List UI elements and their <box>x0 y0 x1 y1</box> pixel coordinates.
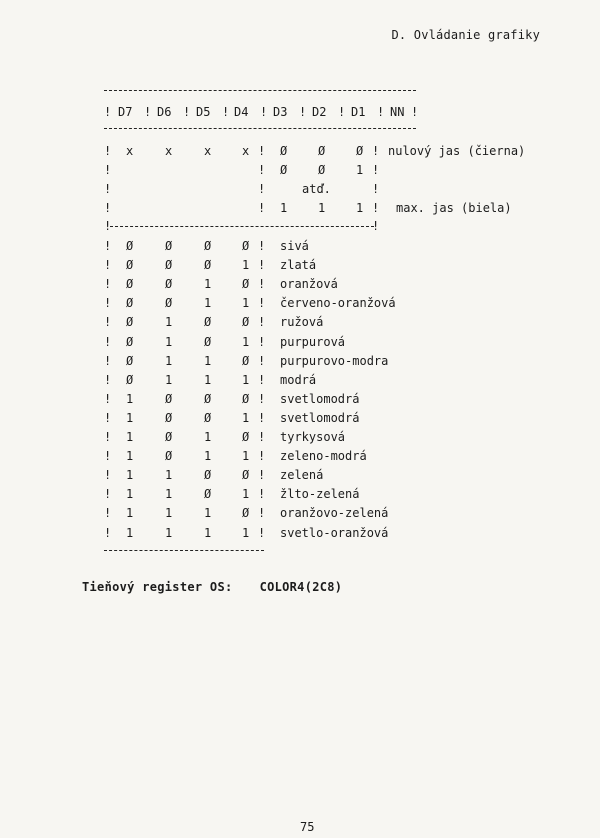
color-bit: Ø <box>126 353 134 368</box>
color-bit: 1 <box>126 449 134 464</box>
color-name: zelená <box>280 468 324 483</box>
row-separator-right: ! <box>258 239 266 253</box>
luminance-bit: Ø <box>280 144 288 158</box>
luminance-description: max. jas (biela) <box>396 201 512 215</box>
color-bit: 1 <box>126 506 134 521</box>
row-separator-left: ! <box>104 525 112 540</box>
color-name: svetlomodrá <box>280 391 360 406</box>
header-separator: ! <box>104 105 112 119</box>
row-separator-right: ! <box>258 277 266 292</box>
color-bit: Ø <box>204 315 212 330</box>
color-bit: 1 <box>126 468 134 483</box>
color-bit: Ø <box>242 506 250 521</box>
luminance-cell: x <box>165 144 173 158</box>
color-bit: 1 <box>242 372 250 387</box>
color-name: zlatá <box>280 258 317 273</box>
rule-right-bang: ! <box>372 219 380 233</box>
color-bit: Ø <box>242 315 250 330</box>
color-bit: 1 <box>126 487 134 502</box>
row-separator-left: ! <box>104 468 112 483</box>
luminance-bit: 1 <box>318 201 326 215</box>
luminance-end-separator: ! <box>372 163 380 177</box>
color-bit: Ø <box>165 430 173 444</box>
color-bit: 1 <box>126 391 134 406</box>
row-separator-left: ! <box>104 296 112 311</box>
row-separator-right: ! <box>258 506 266 521</box>
color-bit: 1 <box>126 410 134 425</box>
row-separator-right: ! <box>258 449 266 464</box>
row-separator-right: ! <box>258 487 266 502</box>
row-separator-right: ! <box>258 296 266 311</box>
color-bit: 1 <box>165 468 173 483</box>
color-bit: Ø <box>165 391 173 406</box>
color-bit: 1 <box>204 372 212 387</box>
color-bit: Ø <box>126 258 134 273</box>
color-name: oranžová <box>280 277 338 292</box>
luminance-bit: Ø <box>280 163 288 177</box>
color-bit: Ø <box>204 391 212 406</box>
luminance-cell: x <box>242 144 250 158</box>
luminance-end-separator: ! <box>372 201 380 215</box>
color-bit: Ø <box>242 239 250 253</box>
color-bit: 1 <box>242 410 250 425</box>
color-bit: 1 <box>242 334 250 349</box>
color-bit: 1 <box>165 506 173 521</box>
row-separator-left: ! <box>104 239 112 253</box>
luminance-cell: ! <box>258 182 266 196</box>
luminance-bit: 1 <box>356 163 364 177</box>
luminance-bit: atď. <box>302 182 331 196</box>
color-name: svetlomodrá <box>280 410 360 425</box>
color-bit: Ø <box>204 258 212 273</box>
color-bit: Ø <box>242 277 250 292</box>
color-name: žlto-zelená <box>280 487 360 502</box>
row-separator-left: ! <box>104 277 112 292</box>
header-cell-d6: D6 <box>157 105 172 119</box>
color-bit: 1 <box>204 430 212 444</box>
color-bit: 1 <box>204 506 212 521</box>
color-bit: Ø <box>165 277 173 292</box>
color-name: ružová <box>280 315 324 330</box>
color-bit: 1 <box>242 487 250 502</box>
header-cell-d2: D2 <box>312 105 327 119</box>
header-cell-nn: NN <box>390 105 405 119</box>
luminance-cell: ! <box>258 163 266 177</box>
row-separator-left: ! <box>104 449 112 464</box>
row-separator-right: ! <box>258 468 266 483</box>
color-name: oranžovo-zelená <box>280 506 389 521</box>
table-header-rule <box>104 128 416 129</box>
color-bit: 1 <box>242 296 250 311</box>
color-bit: 1 <box>204 296 212 311</box>
color-bit: 1 <box>165 315 173 330</box>
header-cell-d1: D1 <box>351 105 366 119</box>
luminance-cell: ! <box>104 201 112 215</box>
row-separator-right: ! <box>258 334 266 349</box>
color-bit: Ø <box>165 258 173 273</box>
rule-left-bang: ! <box>104 219 112 233</box>
color-name: purpurovo-modra <box>280 353 389 368</box>
color-bit: Ø <box>126 372 134 387</box>
luminance-bit: Ø <box>318 144 326 158</box>
luminance-bit: 1 <box>356 201 364 215</box>
row-separator-left: ! <box>104 430 112 444</box>
header-separator: ! <box>338 105 346 119</box>
color-bit: Ø <box>126 296 134 311</box>
color-bit: 1 <box>165 353 173 368</box>
color-bit: 1 <box>242 525 250 540</box>
row-separator-left: ! <box>104 391 112 406</box>
row-separator-left: ! <box>104 334 112 349</box>
row-separator-right: ! <box>258 410 266 425</box>
luminance-bit: Ø <box>318 163 326 177</box>
luminance-bit: Ø <box>356 144 364 158</box>
color-bit: Ø <box>204 239 212 253</box>
header-separator: ! <box>411 105 419 119</box>
color-bit: 1 <box>242 449 250 464</box>
color-bit: 1 <box>204 525 212 540</box>
color-bit: 1 <box>165 334 173 349</box>
luminance-cell: x <box>126 144 134 158</box>
color-name: svetlo-oranžová <box>280 525 389 540</box>
row-separator-left: ! <box>104 487 112 502</box>
header-separator: ! <box>260 105 268 119</box>
page-number: 75 <box>300 820 315 834</box>
header-separator: ! <box>222 105 230 119</box>
color-bit: 1 <box>126 525 134 540</box>
color-bit: Ø <box>126 239 134 253</box>
register-value: COLOR4(2C8) <box>259 580 343 594</box>
luminance-cell: x <box>204 144 212 158</box>
section-title: D. Ovládanie grafiky <box>391 28 540 42</box>
color-bit: Ø <box>165 449 173 464</box>
shadow-register-line <box>82 580 342 594</box>
color-bit: Ø <box>204 410 212 425</box>
color-bit: 1 <box>165 372 173 387</box>
register-label: Tieňový register OS: <box>82 580 233 594</box>
color-name: purpurová <box>280 334 346 349</box>
luminance-bit: 1 <box>280 201 288 215</box>
color-bit: 1 <box>204 449 212 464</box>
color-bit: Ø <box>165 239 173 253</box>
color-bit: Ø <box>242 430 250 444</box>
color-bit: Ø <box>126 315 134 330</box>
color-bit: Ø <box>204 468 212 483</box>
luminance-end-separator: ! <box>372 144 380 158</box>
luminance-cell: ! <box>104 144 112 158</box>
row-separator-right: ! <box>258 525 266 540</box>
color-name: tyrkysová <box>280 430 346 444</box>
row-separator-right: ! <box>258 372 266 387</box>
color-name: sivá <box>280 239 309 253</box>
header-separator: ! <box>299 105 307 119</box>
color-name: modrá <box>280 372 317 387</box>
luminance-end-separator: ! <box>372 182 380 196</box>
color-bit: 1 <box>204 277 212 292</box>
color-bit: 1 <box>126 430 134 444</box>
color-name: červeno-oranžová <box>280 296 396 311</box>
color-bit: 1 <box>165 487 173 502</box>
row-separator-left: ! <box>104 410 112 425</box>
header-cell-d4: D4 <box>234 105 249 119</box>
color-bit: Ø <box>126 277 134 292</box>
row-separator-left: ! <box>104 372 112 387</box>
header-cell-d7: D7 <box>118 105 133 119</box>
luminance-bottom-rule <box>110 226 374 227</box>
row-separator-right: ! <box>258 315 266 330</box>
row-separator-left: ! <box>104 353 112 368</box>
header-cell-d3: D3 <box>273 105 288 119</box>
luminance-cell: ! <box>104 182 112 196</box>
color-bit: Ø <box>242 468 250 483</box>
color-bit: 1 <box>242 258 250 273</box>
row-separator-left: ! <box>104 315 112 330</box>
header-separator: ! <box>377 105 385 119</box>
color-bit: 1 <box>204 353 212 368</box>
color-bit: Ø <box>165 410 173 425</box>
luminance-cell: ! <box>258 201 266 215</box>
row-separator-right: ! <box>258 353 266 368</box>
row-separator-right: ! <box>258 258 266 273</box>
color-bit: Ø <box>242 391 250 406</box>
color-bit: Ø <box>126 334 134 349</box>
header-separator: ! <box>144 105 152 119</box>
row-separator-left: ! <box>104 258 112 273</box>
header-separator: ! <box>183 105 191 119</box>
color-bit: Ø <box>204 334 212 349</box>
luminance-cell: ! <box>104 163 112 177</box>
table-bottom-rule <box>104 550 264 551</box>
color-name: zeleno-modrá <box>280 449 367 464</box>
color-bit: Ø <box>165 296 173 311</box>
row-separator-left: ! <box>104 506 112 521</box>
header-cell-d5: D5 <box>196 105 211 119</box>
row-separator-right: ! <box>258 391 266 406</box>
table-top-rule <box>104 90 416 91</box>
color-bit: Ø <box>242 353 250 368</box>
luminance-description: nulový jas (čierna) <box>388 144 526 158</box>
color-bit: 1 <box>165 525 173 540</box>
color-bit: Ø <box>204 487 212 502</box>
luminance-cell: ! <box>258 144 266 158</box>
row-separator-right: ! <box>258 430 266 444</box>
